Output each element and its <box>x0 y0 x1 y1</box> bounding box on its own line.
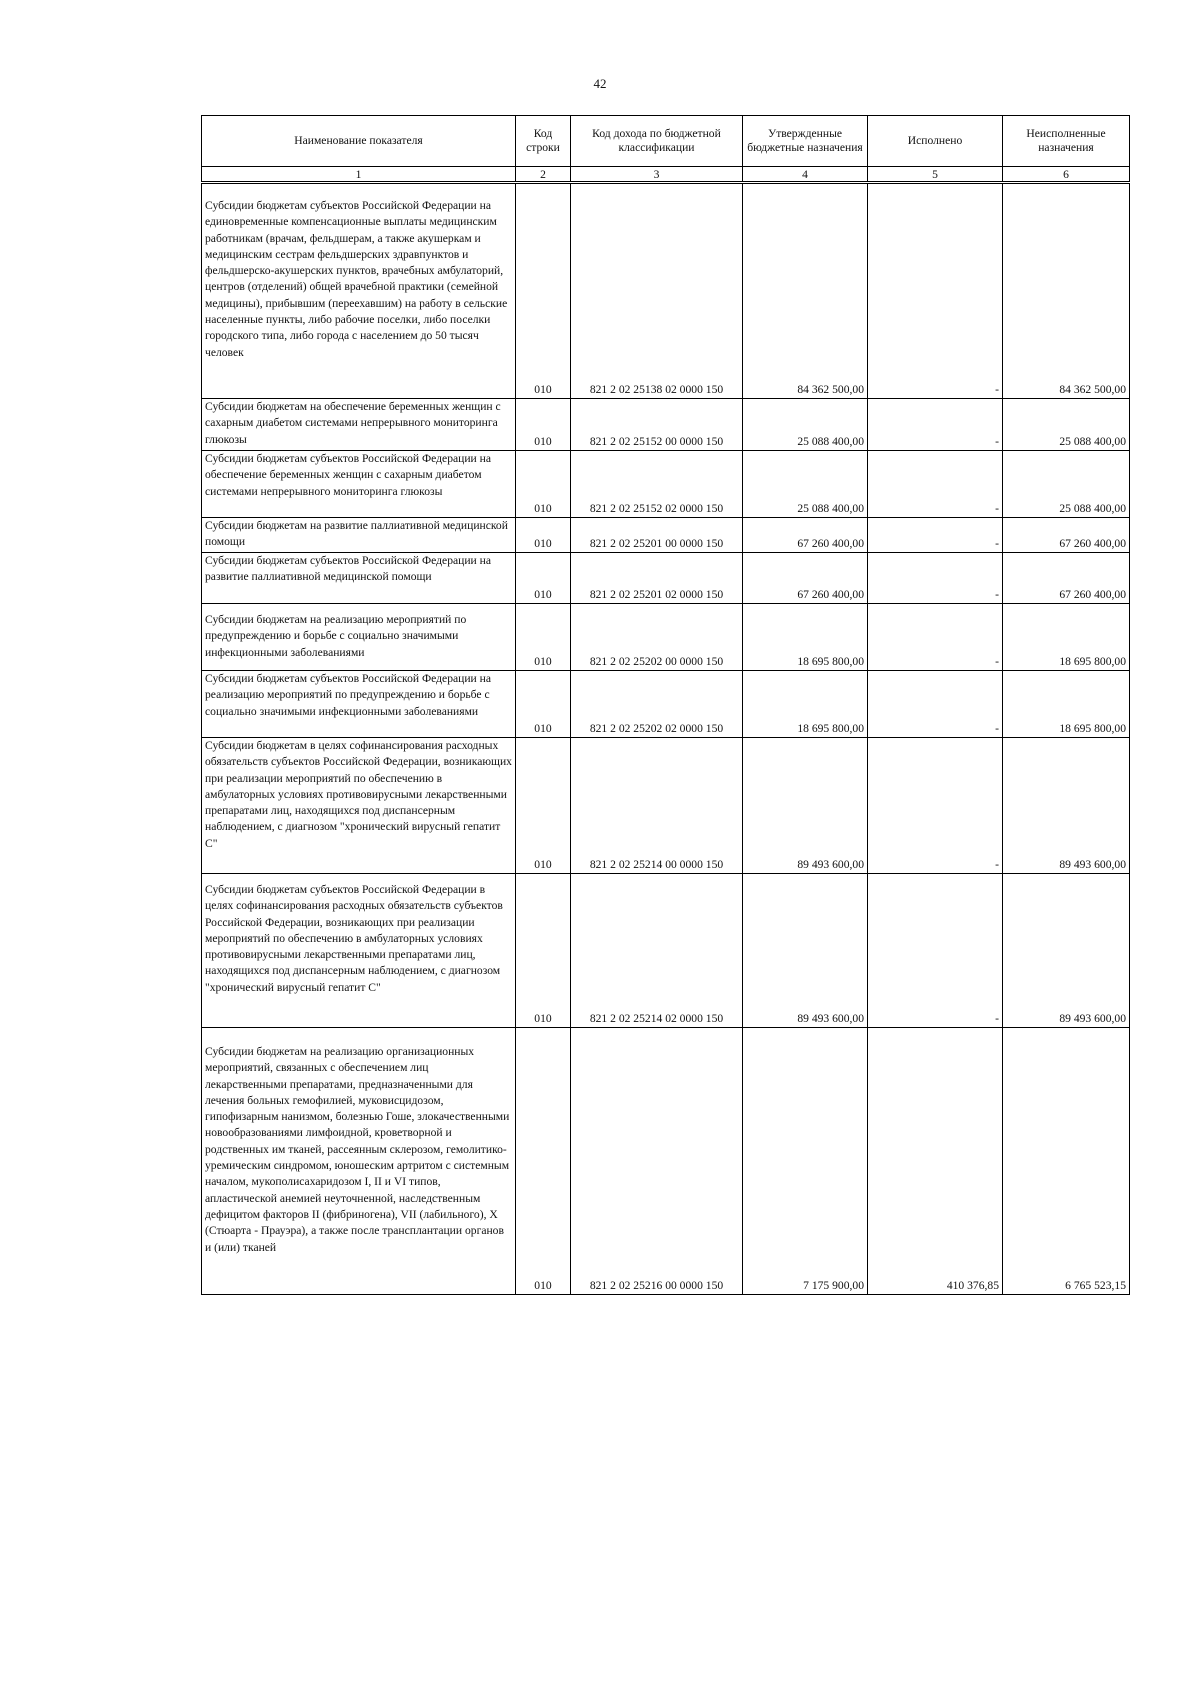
table-row <box>202 604 1130 671</box>
header-line-code: Код строки <box>516 116 571 167</box>
column-number: 5 <box>868 167 1003 183</box>
row-executed-amount: - <box>868 604 1003 671</box>
row-indicator-name: Субсидии бюджетам на обеспечение беременных женщин с сахарным диабетом системами непрерывного мониторинга глюкозы <box>202 399 516 451</box>
table-row <box>202 738 1130 874</box>
row-unexecuted-amount: 67 260 400,00 <box>1003 553 1130 604</box>
budget-income-table <box>201 115 1130 1295</box>
row-approved-amount: 18 695 800,00 <box>743 671 868 738</box>
row-indicator-name: Субсидии бюджетам субъектов Российской Федерации на развитие паллиативной медицинской помощи <box>202 553 516 604</box>
column-numbers-row <box>202 167 1130 183</box>
table-row <box>202 874 1130 1028</box>
header-unexecuted-assignments: Неисполненные назначения <box>1003 116 1130 167</box>
page-number: 42 <box>593 76 607 91</box>
row-executed-amount: - <box>868 553 1003 604</box>
row-unexecuted-amount: 18 695 800,00 <box>1003 671 1130 738</box>
table-row <box>202 451 1130 518</box>
row-unexecuted-amount: 67 260 400,00 <box>1003 518 1130 553</box>
row-budget-code: 821 2 02 25214 00 0000 150 <box>571 738 743 874</box>
row-indicator-name: Субсидии бюджетам субъектов Российской Федерации в целях софинансирования расходных обязательств субъектов Российской Федерации, возникающих при реализации мероприятий по обеспечению в амбулаторных условиях противовирусными лекарственными препаратами лиц, находящихся под диспансерным наблюдением, с диагнозом "хронический вирусный гепатит С" <box>202 874 516 1028</box>
row-executed-amount: - <box>868 738 1003 874</box>
row-budget-code: 821 2 02 25214 02 0000 150 <box>571 874 743 1028</box>
row-line-code: 010 <box>516 399 571 451</box>
row-line-code: 010 <box>516 183 571 399</box>
row-approved-amount: 7 175 900,00 <box>743 1028 868 1295</box>
row-budget-code: 821 2 02 25152 02 0000 150 <box>571 451 743 518</box>
row-executed-amount: - <box>868 451 1003 518</box>
row-budget-code: 821 2 02 25216 00 0000 150 <box>571 1028 743 1295</box>
row-indicator-name: Субсидии бюджетам на реализацию мероприятий по предупреждению и борьбе с социально значимыми инфекционными заболеваниями <box>202 604 516 671</box>
column-number: 3 <box>571 167 743 183</box>
row-approved-amount: 89 493 600,00 <box>743 874 868 1028</box>
row-budget-code: 821 2 02 25138 02 0000 150 <box>571 183 743 399</box>
row-approved-amount: 84 362 500,00 <box>743 183 868 399</box>
row-line-code: 010 <box>516 1028 571 1295</box>
header-budget-classification-code: Код дохода по бюджетной классификации <box>571 116 743 167</box>
row-budget-code: 821 2 02 25202 00 0000 150 <box>571 604 743 671</box>
table-row <box>202 399 1130 451</box>
row-indicator-name: Субсидии бюджетам субъектов Российской Федерации на единовременные компенсационные выплаты медицинским работникам (врачам, фельдшерам, а также акушеркам и медицинским сестрам фельдшерских здравпунктов и фельдшерско-акушерских пунктов, врачебных амбулаторий, центров (отделений) общей врачебной практики (семейной медицины), прибывшим (переехавшим) на работу в сельские населенные пункты, либо рабочие поселки, либо поселки городского типа, либо города с населением до 50 тысяч человек <box>202 183 516 399</box>
row-executed-amount: - <box>868 399 1003 451</box>
row-indicator-name: Субсидии бюджетам субъектов Российской Федерации на обеспечение беременных женщин с сахарным диабетом системами непрерывного мониторинга глюкозы <box>202 451 516 518</box>
row-approved-amount: 89 493 600,00 <box>743 738 868 874</box>
column-number: 2 <box>516 167 571 183</box>
row-line-code: 010 <box>516 604 571 671</box>
row-indicator-name: Субсидии бюджетам в целях софинансирования расходных обязательств субъектов Российской Федерации, возникающих при реализации мероприятий по обеспечению в амбулаторных условиях противовирусными лекарственными препаратами лиц, находящихся под диспансерным наблюдением, с диагнозом "хронический вирусный гепатит С" <box>202 738 516 874</box>
row-approved-amount: 67 260 400,00 <box>743 553 868 604</box>
row-executed-amount: - <box>868 671 1003 738</box>
row-approved-amount: 25 088 400,00 <box>743 451 868 518</box>
row-indicator-name: Субсидии бюджетам на развитие паллиативной медицинской помощи <box>202 518 516 553</box>
row-executed-amount: - <box>868 874 1003 1028</box>
row-budget-code: 821 2 02 25201 00 0000 150 <box>571 518 743 553</box>
table-header-row <box>202 116 1130 167</box>
row-unexecuted-amount: 89 493 600,00 <box>1003 738 1130 874</box>
header-approved-assignments: Утвержденные бюджетные назначения <box>743 116 868 167</box>
row-line-code: 010 <box>516 874 571 1028</box>
row-approved-amount: 18 695 800,00 <box>743 604 868 671</box>
column-number: 1 <box>202 167 516 183</box>
table-body <box>202 183 1130 1295</box>
row-unexecuted-amount: 89 493 600,00 <box>1003 874 1130 1028</box>
row-line-code: 010 <box>516 671 571 738</box>
row-approved-amount: 25 088 400,00 <box>743 399 868 451</box>
row-unexecuted-amount: 6 765 523,15 <box>1003 1028 1130 1295</box>
table-row <box>202 1028 1130 1295</box>
row-executed-amount: 410 376,85 <box>868 1028 1003 1295</box>
column-number: 4 <box>743 167 868 183</box>
row-line-code: 010 <box>516 518 571 553</box>
table-row <box>202 553 1130 604</box>
row-line-code: 010 <box>516 451 571 518</box>
row-budget-code: 821 2 02 25202 02 0000 150 <box>571 671 743 738</box>
row-line-code: 010 <box>516 553 571 604</box>
header-indicator-name: Наименование показателя <box>202 116 516 167</box>
row-unexecuted-amount: 84 362 500,00 <box>1003 183 1130 399</box>
table-row <box>202 518 1130 553</box>
header-executed: Исполнено <box>868 116 1003 167</box>
row-unexecuted-amount: 25 088 400,00 <box>1003 451 1130 518</box>
table-row <box>202 183 1130 399</box>
row-indicator-name: Субсидии бюджетам субъектов Российской Федерации на реализацию мероприятий по предупреждению и борьбе с социально значимыми инфекционными заболеваниями <box>202 671 516 738</box>
row-indicator-name: Субсидии бюджетам на реализацию организационных мероприятий, связанных с обеспечением лиц лекарственными препаратами, предназначенными для лечения больных гемофилией, муковисцидозом, гипофизарным нанизмом, болезнью Гоше, злокачественными новообразованиями лимфоидной, кроветворной и родственных им тканей, рассеянным склерозом, гемолитико-уремическим синдромом, юношеским артритом с системным началом, мукополисахаридозом I, II и VI типов, апластической анемией неуточненной, наследственным дефицитом факторов II (фибриногена), VII (лабильного), X (Стюарта - Прауэра), а также после трансплантации органов и (или) тканей <box>202 1028 516 1295</box>
column-number: 6 <box>1003 167 1130 183</box>
row-approved-amount: 67 260 400,00 <box>743 518 868 553</box>
row-unexecuted-amount: 18 695 800,00 <box>1003 604 1130 671</box>
row-line-code: 010 <box>516 738 571 874</box>
row-unexecuted-amount: 25 088 400,00 <box>1003 399 1130 451</box>
table-row <box>202 671 1130 738</box>
row-budget-code: 821 2 02 25201 02 0000 150 <box>571 553 743 604</box>
row-budget-code: 821 2 02 25152 00 0000 150 <box>571 399 743 451</box>
row-executed-amount: - <box>868 183 1003 399</box>
row-executed-amount: - <box>868 518 1003 553</box>
